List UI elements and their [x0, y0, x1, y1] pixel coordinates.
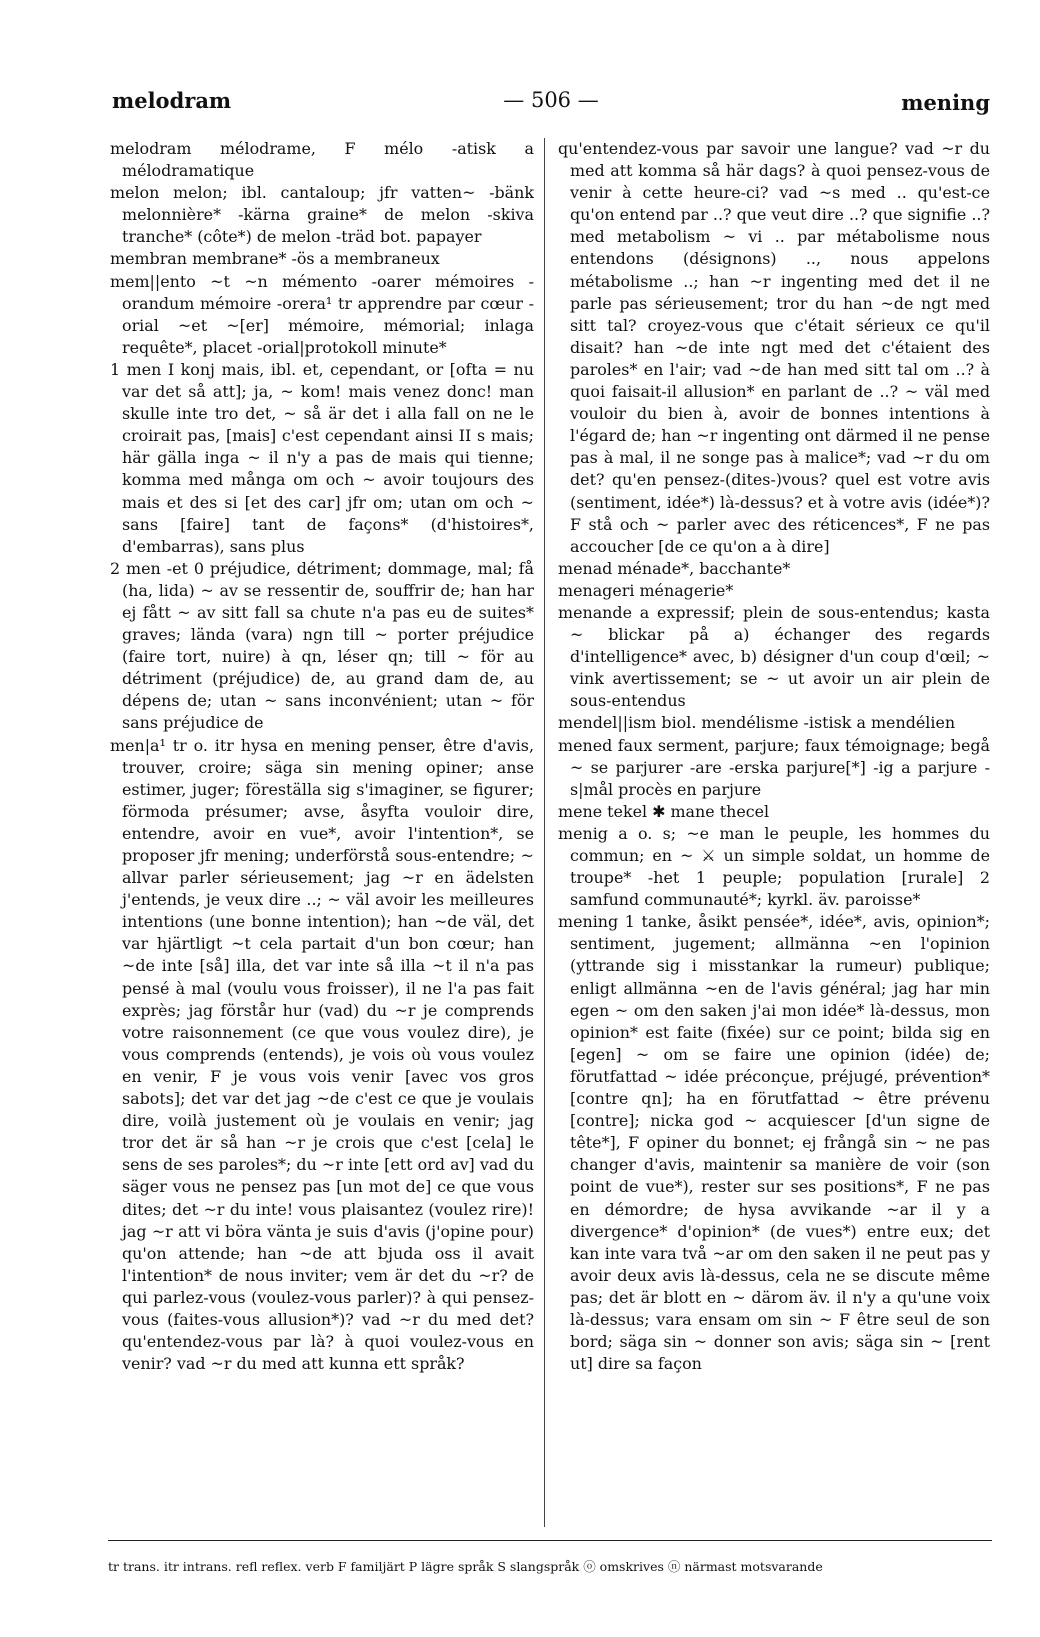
entry-mena-continued: qu'entendez-vous par savoir une langue? vad ~r du med att komma så här dags? à quoi pensez-vous de venir à cette heure-ci? vad ~s med .. qu'est-ce qu'on entend par ..? que veut dire ..? que signifie ..? med metabolism ~ vi .. par métabolisme nous entendons (désignons) .., nous appelons métabolisme ..; han ~r ingenting med det il ne parle pas sérieusement; tror du han ~de ngt med sitt tal? croyez-vous que c'était sérieux ce qu'il disait? han ~de inte ngt med det c'étaient des paroles* en l'air; vad ~de han med sitt tal om ..? à quoi faisait-il allusion* en parlant de ..? ~ väl med vouloir du bien à, avoir de bonnes intentions à l'égard de; han ~r ingenting ont därmed il ne pense pas à mal, il ne songe pas à malice*; vad ~r du om det? qu'en pensez-(dites-)vous? quel est votre avis (sentiment, idée*) là-dessus? et à votre avis (idée*)? F stå och ~ parler avec des réticences*, F ne pas accoucher [de ce qu'on a à dire] — [558, 139, 990, 556]
abbreviation-legend: tr trans. itr intrans. refl reflex. verb F familjärt P lägre språk S slangspråk ⓞ omskrives ⓝ närmast motsvarande — [108, 1559, 823, 1574]
entry-mena: men|a¹ tr o. itr hysa en mening penser, être d'avis, trouver, croire; säga sin mening opiner; anse estimer, juger; föreställa sig s'imaginer, se figurer; förmoda présumer; avse, åsyfta vouloir dire, entendre, avoir en vue*, avoir l'intention*, se proposer jfr mening; underförstå sous-entendre; ~ allvar parler sérieusement; jag ~r en ädelsten j'entends, je veux dire ..; ~ väl avoir les meilleures intentions (une bonne intention); han ~de väl, det var hjärtligt ~t cela partait d'un bon cœur; han ~de inte [så] illa, det var inte så illa ~t il n'a pas pensé à mal (voulu vous froisser), il ne l'a pas fait exprès; jag förstår hur (vad) du ~r je comprends votre raisonnement (ce que vous voulez dire), je vous comprends (entends), je vois où vous voulez en venir, F je vous vois venir [avec vos gros sabots]; det var det jag ~de c'est ce que je voulais dire, voilà justement où je voulais en venir; jag tror det är så han ~r je crois que c'est [cela] le sens de ses paroles*; du ~r inte [ett ord av] vad du säger vous ne pensez pas [un mot de] ce que vous dites; det ~r du inte! vous plaisantez (voulez rire)! jag ~r att vi böra vänta je suis d'avis (j'opine pour) qu'on attende; han ~de att bjuda oss il avait l'intention* de nous inviter; vem är det du ~r? de qui parlez-vous (voulez-vous parler)? à qui pensez-vous (faites-vous allusion*)? vad ~r du med det? qu'entendez-vous par là? à quoi voulez-vous en venir? vad ~r du med att kunna ett språk? — [110, 735, 534, 1374]
entry-memento: mem||ento ~t ~n mémento -oarer mémoires -orandum mémoire -orera¹ tr apprendre par cœur -orial ~et ~[er] mémoire, mémorial; inlaga requête*, placet -orial|protokoll minute* — [110, 271, 534, 357]
column-divider — [544, 138, 545, 1527]
entry-mened: mened faux serment, parjure; faux témoignage; begå ~ se parjurer -are -erska parjure[*] -ig a parjure -s|mål procès en parjure — [558, 735, 990, 799]
entry-melon: melon melon; ibl. cantaloup; jfr vatten~ -bänk melonnière* -kärna graine* de melon -skiva tranche* (côte*) de melon -träd bot. papayer — [110, 183, 534, 247]
entry-membran: membran membrane* -ös a membraneux — [110, 249, 440, 269]
entry-melodram: melodram mélodrame, F mélo -atisk a mélodramatique — [110, 139, 534, 181]
left-column — [110, 138, 534, 1529]
right-column — [558, 138, 990, 1529]
entry-menad: menad ménade*, bacchante* — [558, 558, 791, 578]
entry-menig: menig a o. s; ~e man le peuple, les hommes du commun; en ~ ⚔ un simple soldat, un homme de troupe* -het 1 peuple; population [rurale] 2 samfund communauté*; kyrkl. äv. paroisse* — [558, 823, 990, 910]
entry-1-men: 1 men I konj mais, ibl. et, cependant, or [ofta = nu var det så att]; ja, ~ kom! mais venez donc! man skulle inte tro det, ~ så är det i alla fall on ne le croirait pas, [mais] c'est cependant ainsi II s mais; här gälla inga ~ il n'y a pas de mais qui tienne; komma med många om och ~ avoir toujours des mais et des si [et des car] jfr om; utan om och ~ sans [faire] tant de façons* (d'histoires*, d'embarras), sans plus — [110, 359, 534, 556]
header-right-word: mening — [901, 90, 990, 115]
footer-rule — [108, 1540, 992, 1541]
entry-menande: menande a expressif; plein de sous-entendus; kasta ~ blickar på a) échanger des regards d'intelligence* avec, b) désigner d'un coup d'œil; ~ vink avertissement; se ~ ut avoir un air plein de sous-entendus — [558, 602, 990, 711]
entry-mendelism: mendel||ism biol. mendélisme -istisk a mendélien — [558, 713, 956, 733]
entry-mene-tekel: mene tekel ✱ mane thecel — [558, 801, 770, 821]
entry-2-men: 2 men -et 0 préjudice, détriment; dommage, mal; få (ha, lida) ~ av se ressentir de, souffrir de; han har ej fått ~ av sitt fall sa chute n'a pas eu de suites* graves; lända (vara) ngn till ~ porter préjudice (faire tort, nuire) à qn, léser qn; till ~ för au détriment (préjudice) de, au grand dam de, au dépens de; utan ~ sans inconvénient; utan ~ för sans préjudice de — [110, 558, 534, 733]
header-left-word: melodram — [112, 88, 232, 113]
entry-mening: mening 1 tanke, åsikt pensée*, idée*, avis, opinion*; sentiment, jugement; allmänna ~en l'opinion (yttrande sig i misstankar la rumeur) publique; enligt allmänna ~en de l'avis général; jag har min egen ~ om den saken j'ai mon idée* là-dessus, mon opinion* est faite (fixée) sur ce point; bilda sig en [egen] ~ om se faire une opinion (idée) de; förutfattad ~ idée préconçue, préjugé, prévention* [contre qn]; ha en förutfattad ~ être prévenu [contre]; nicka god ~ acquiescer [d'un signe de tête*], F opiner du bonnet; ej frångå sin ~ ne pas changer d'avis, maintenir sa manière de voir (son point de vue*), rester sur ses positions*, F ne pas en démordre; de hysa avvikande ~ar il y a divergence* d'opinion* (de vues*) entre eux; det kan inte vara två ~ar om den saken il ne peut pas y avoir deux avis là-dessus, cela ne se discute même pas; det är blott en ~ därom äv. il n'y a qu'une voix là-dessus; vara ensam om sin ~ F être seul de son bord; säga sin ~ donner son avis; säga sin ~ [rent ut] dire sa façon — [558, 912, 990, 1374]
page-number: — 506 — — [503, 88, 599, 112]
entry-menageri: menageri ménagerie* — [558, 580, 734, 600]
page-header — [112, 88, 990, 124]
